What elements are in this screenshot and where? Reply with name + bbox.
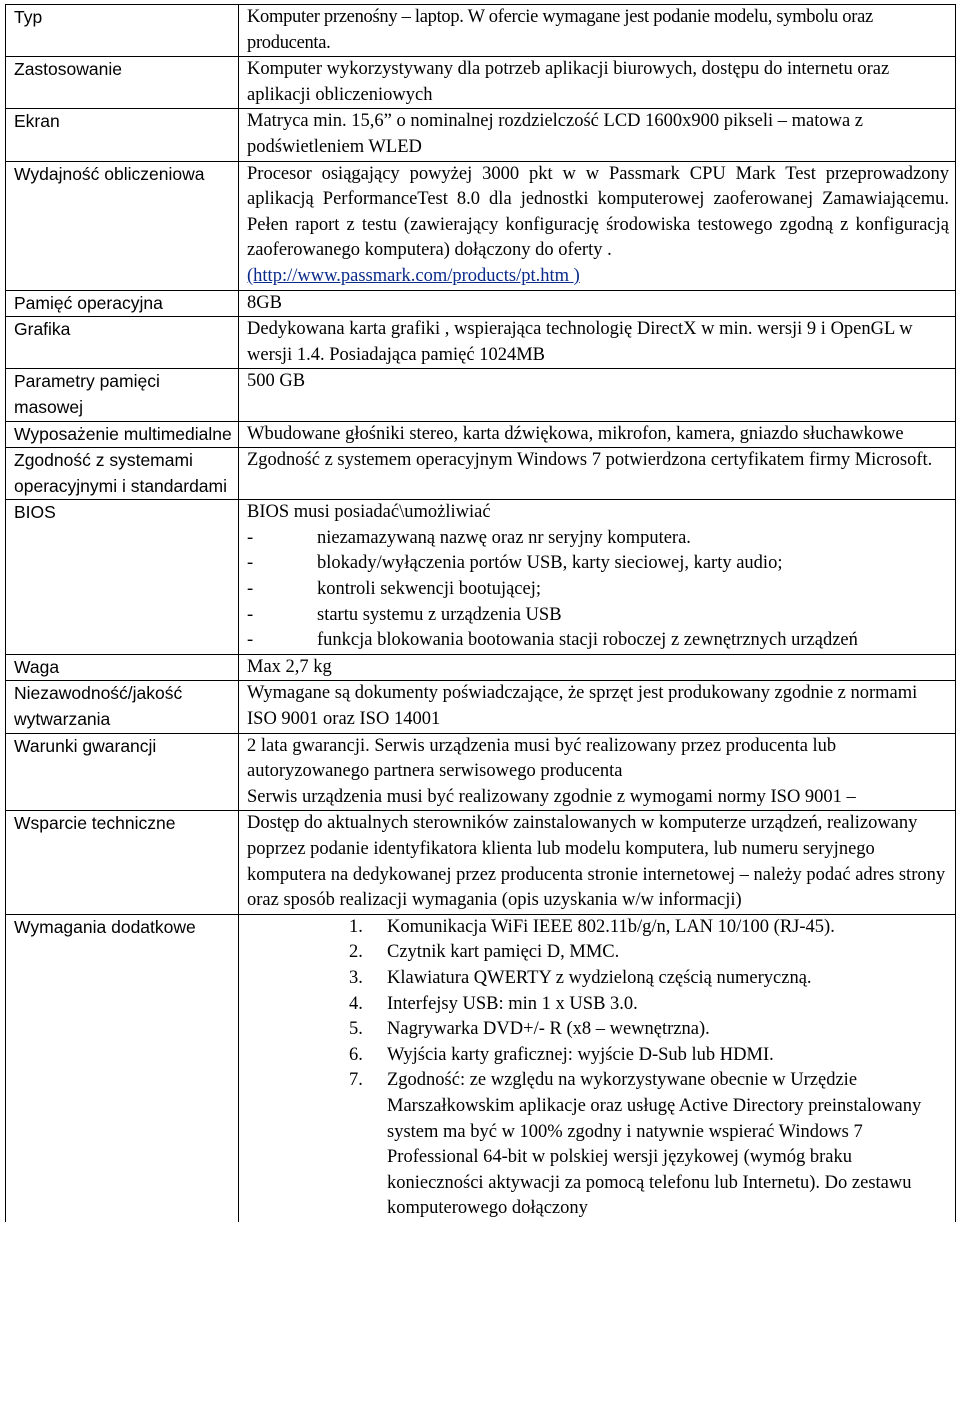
spec-row-typ <box>6 5 956 57</box>
spec-row-pamiec-masowa <box>6 369 956 421</box>
row-label: Wymagania dodatkowe <box>6 914 239 1222</box>
row-value <box>239 733 956 811</box>
list-item: 3. Klawiatura QWERTY z wydzieloną częścią numeryczną. <box>349 967 812 988</box>
row-label: Niezawodność/jakość wytwarzania <box>6 681 239 733</box>
list-item: 4. Interfejsy USB: min 1 x USB 3.0. <box>349 993 638 1014</box>
spec-row-wydajnosc <box>6 161 956 290</box>
row-value: 500 GB <box>239 369 956 421</box>
spec-row-zgodnosc <box>6 448 956 500</box>
spec-row-gwarancja <box>6 733 956 811</box>
spec-row-ekran <box>6 109 956 161</box>
bios-intro: BIOS musi posiadać\umożliwiać <box>247 502 491 523</box>
list-item: 6. Wyjścia karty graficznej: wyjście D-Sub lub HDMI. <box>349 1044 774 1065</box>
list-item: - blokady/wyłączenia portów USB, karty sieciowej, karty audio; <box>247 553 783 574</box>
row-label: Waga <box>6 654 239 681</box>
list-item: - startu systemu z urządzenia USB <box>247 604 562 625</box>
row-value <box>239 161 956 290</box>
row-label: Warunki gwarancji <box>6 733 239 811</box>
row-label: Parametry pamięci masowej <box>6 369 239 421</box>
spec-row-zastosowanie <box>6 57 956 109</box>
spec-row-wymagania <box>6 914 956 1222</box>
row-label: Ekran <box>6 109 239 161</box>
row-label: Wyposażenie multimedialne <box>6 421 239 448</box>
spec-row-bios <box>6 500 956 655</box>
warranty-text: 2 lata gwarancji. Serwis urządzenia musi być realizowany przez producenta lub autoryzowanego partnera serwisowego producenta <box>247 735 837 782</box>
row-label: Grafika <box>6 317 239 369</box>
row-value: Wbudowane głośniki stereo, karta dźwiękowa, mikrofon, kamera, gniazdo słuchawkowe <box>239 421 956 448</box>
passmark-link[interactable]: (http://www.passmark.com/products/pt.htm ) <box>247 265 580 286</box>
spec-row-wsparcie <box>6 811 956 914</box>
spec-row-waga <box>6 654 956 681</box>
list-item: - funkcja blokowania bootowania stacji roboczej z zewnętrznych urządzeń <box>247 630 858 651</box>
specification-table <box>5 4 956 1222</box>
row-value <box>239 500 956 655</box>
row-value: 8GB <box>239 290 956 317</box>
spec-row-pamiec <box>6 290 956 317</box>
performance-text: Procesor osiągający powyżej 3000 pkt w w Passmark CPU Mark Test przeprowadzony aplikacją PerformanceTest 8.0 dla jednostki komputerowej zaoferowanej Zamawiającemu. Pełen raport z testu (zawierający konfigurację środowiska testowego zgodną z konfiguracją zaoferowanego komputera) dołączony do oferty . <box>247 163 949 261</box>
list-item: 7. Zgodność: ze względu na wykorzystywane obecnie w Urzędzie Marszałkowskim aplikacje oraz usługę Active Directory preinstalowany system ma być w 100% zgodny i natywnie wspierać Windows 7 Professional 64-bit w polskiej wersji językowej (wymóg braku konieczności aktywacji za pomocą telefonu lub Internetu). Do zestawu komputerowego dołączony <box>349 1070 922 1219</box>
requirements-list <box>239 915 949 1222</box>
list-item: 1. Komunikacja WiFi IEEE 802.11b/g/n, LAN 10/100 (RJ-45). <box>349 916 835 937</box>
spec-row-grafika <box>6 317 956 369</box>
row-value: Wymagane są dokumenty poświadczające, że sprzęt jest produkowany zgodnie z normami ISO 9001 oraz ISO 14001 <box>239 681 956 733</box>
spec-row-multimedia <box>6 421 956 448</box>
list-item: 5. Nagrywarka DVD+/- R (x8 – wewnętrzna). <box>349 1019 710 1040</box>
spec-row-niezawodnosc <box>6 681 956 733</box>
row-label: Zastosowanie <box>6 57 239 109</box>
row-value: Zgodność z systemem operacyjnym Windows 7 potwierdzona certyfikatem firmy Microsoft. <box>239 448 956 500</box>
row-value: Max 2,7 kg <box>239 654 956 681</box>
list-item: - niezamazywaną nazwę oraz nr seryjny komputera. <box>247 527 691 548</box>
row-label: BIOS <box>6 500 239 655</box>
row-label: Typ <box>6 5 239 57</box>
row-value: Matryca min. 15,6” o nominalnej rozdzielczość LCD 1600x900 pikseli – matowa z podświetleniem WLED <box>239 109 956 161</box>
row-value <box>239 914 956 1222</box>
row-value: Dedykowana karta grafiki , wspierająca technologię DirectX w min. wersji 9 i OpenGL w wersji 1.4. Posiadająca pamięć 1024MB <box>239 317 956 369</box>
row-value: Komputer przenośny – laptop. W ofercie wymagane jest podanie modelu, symbolu oraz producenta. <box>239 5 956 57</box>
list-item: - kontroli sekwencji bootującej; <box>247 579 541 600</box>
row-value: Dostęp do aktualnych sterowników zainstalowanych w komputerze urządzeń, realizowany poprzez podanie identyfikatora klienta lub modelu komputera, lub numeru seryjnego komputera na dedykowanej przez producenta stronie internetowej – należy podać adres strony oraz sposób realizacji wymagania (opis uzyskania w/w informacji) <box>239 811 956 914</box>
warranty-service-text: Serwis urządzenia musi być realizowany zgodnie z wymogami normy ISO 9001 – <box>247 786 856 807</box>
row-label: Wydajność obliczeniowa <box>6 161 239 290</box>
list-item: 2. Czytnik kart pamięci D, MMC. <box>349 942 620 963</box>
row-label: Pamięć operacyjna <box>6 290 239 317</box>
row-value: Komputer wykorzystywany dla potrzeb aplikacji biurowych, dostępu do internetu oraz aplikacji obliczeniowych <box>239 57 956 109</box>
row-label: Zgodność z systemami operacyjnymi i standardami <box>6 448 239 500</box>
row-label: Wsparcie techniczne <box>6 811 239 914</box>
